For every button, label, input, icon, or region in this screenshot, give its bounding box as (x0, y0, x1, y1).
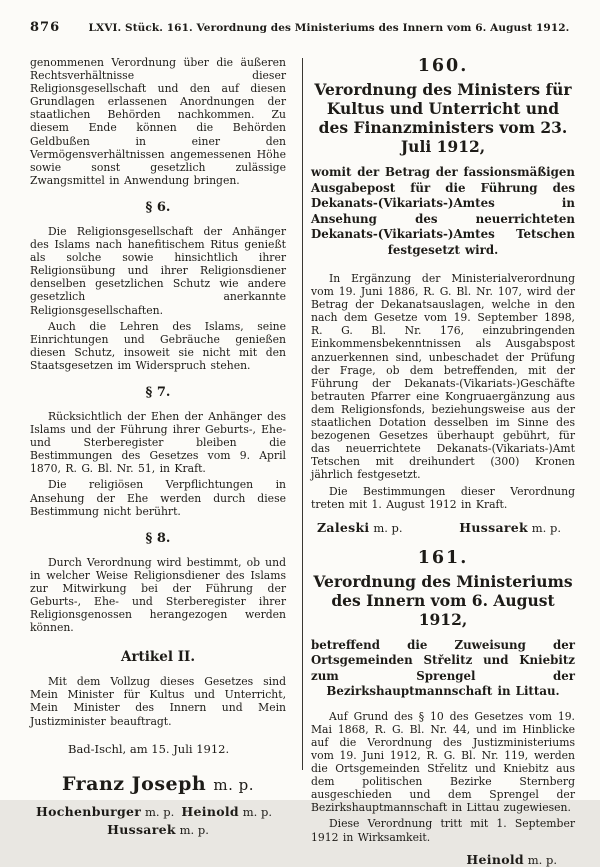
paragraph-s7-2: Die religiösen Verpflichtungen in Ansehung der Ehe werden durch diese Bestimmung nicht berührt. (30, 478, 286, 518)
column-divider-rule (302, 58, 303, 770)
signature-name: Heinold (181, 803, 239, 819)
signature-emperor-name: Franz Joseph (61, 772, 207, 795)
paragraph-art2: Mit dem Vollzug dieses Gesetzes sind Mein Minister für Kultus und Unterricht, Mein Minister des Innern und Mein Justizminister beauftragt. (30, 675, 286, 728)
signature-suffix: m. p. (179, 822, 209, 837)
signature-name: Heinold (466, 851, 524, 867)
signature-emperor-suffix: m. p. (213, 775, 254, 794)
paragraph-161-1: Auf Grund des § 10 des Gesetzes vom 19. Mai 1868, R. G. Bl. Nr. 44, und im Hinblicke auf die Verordnung des Justizministeriums vom 19. Juni 1912, R. G. Bl. Nr. 119, werden die Ortsgemeinden Střelitz und Kniebitz aus dem politischen Bezirke Sternberg ausgeschieden und dem Sprengel der Bezirkshauptmannschaft in Littau zugewiesen. (311, 709, 575, 815)
signature-row (30, 804, 286, 819)
decree-number-160: 160. (417, 56, 469, 76)
dateline: Bad-Ischl, am 15. Juli 1912. (68, 741, 230, 756)
signature-name: Hussarek (459, 519, 528, 535)
decree-number-161: 161. (417, 547, 469, 568)
signature-emperor (30, 773, 286, 795)
paragraph-160-2: Die Bestimmungen dieser Verordnung treten mit 1. August 1912 in Kraft. (311, 484, 575, 511)
signature-name: Hochenburger (36, 803, 142, 819)
page-header (30, 20, 585, 42)
decree-161-title: Verordnung des Ministeriums des Innern vom 6. August 1912, (313, 571, 573, 629)
signature-hussarek-left (30, 822, 286, 837)
page-number: 876 (30, 20, 61, 35)
signature-row-160 (311, 520, 575, 535)
section-heading-7: § 7. (145, 384, 171, 400)
signature-zaleski (317, 520, 403, 535)
signature-hochenburger (36, 804, 174, 819)
paragraph-s8-1: Durch Verordnung wird bestimmt, ob und in welcher Weise Religionsdiener des Islams zur Mitwirkung bei der Führung der Geburts-, Ehe- und Sterberegister ihrer Religionsgenossen herangezogen werden können. (30, 555, 286, 635)
signature-suffix: m. p. (242, 804, 272, 819)
right-column (294, 56, 575, 867)
signature-name: Zaleski (317, 519, 370, 535)
two-column-body (30, 56, 585, 867)
left-column (30, 56, 294, 867)
section-heading-8: § 8. (145, 530, 171, 546)
paragraph-161-2: Diese Verordnung tritt mit 1. September 1912 in Wirksamkeit. (311, 817, 575, 844)
running-title: LXVI. Stück. 161. Verordnung des Ministeriums des Innern vom 6. August 1912. (88, 22, 570, 34)
paragraph-s7-1: Rücksichtlich der Ehen der Anhänger des Islams und der Führung ihrer Geburts-, Ehe- und Sterberegister bleiben die Bestimmungen des Gesetzes vom 9. April 1870, R. G. Bl. Nr. 51, in Kraft. (30, 409, 286, 476)
decree-160-title: Verordnung des Ministers für Kultus und Unterricht und des Finanzministers vom 23. Juli 1912, (314, 80, 572, 156)
signature-suffix: m. p. (373, 520, 403, 535)
signature-name: Hussarek (107, 821, 176, 837)
signature-suffix: m. p. (527, 852, 557, 867)
signature-heinold-161 (311, 852, 575, 867)
paragraph-160-1: In Ergänzung der Ministerialverordnung vom 19. Juni 1886, R. G. Bl. Nr. 107, wird der Betrag der Dekanatsauslagen, welche in den nach dem Gesetze vom 19. September 1898, R. G. Bl. Nr. 176, einzubringenden Einkommensbekenntnissen als Ausgabspost anzuerkennen sind, unbeschadet der Prüfung der Frage, ob dem betreffenden, mit der Führung der Dekanats-(Vikariats-)Geschäfte betrauten Pfarrer eine Kongruaergänzung aus dem Religionsfonds, beziehungsweise aus der staatlichen Dotation desselben im Sinne des bezogenen Gesetzes überhaupt gebührt, für das neuerrichtete Dekanats-(Vikariats-)Amt Tetschen mit dreihundert (300) Kronen jährlich festgesetzt. (311, 272, 575, 482)
signature-suffix: m. p. (145, 804, 175, 819)
paragraph-continuation: genommenen Verordnung über die äußeren Rechtsverhältnisse dieser Religionsgesellschaft und den auf diesen Grundlagen erlassenen Anordnungen der staatlichen Behörden nachkommen. Zu diesem Ende können die Behörden Geldbußen in einer den Vermögensverhältnissen angemessenen Höhe sowie sonst gesetzlich zulässige Zwangsmittel in Anwendung bringen. (30, 56, 286, 187)
section-heading-6: § 6. (145, 199, 171, 215)
article-ii-heading: Artikel II. (120, 649, 196, 666)
decree-160-subtitle: womit der Betrag der fassionsmäßigen Ausgabepost für die Führung des Dekanats-(Vikariats-)Amtes in Ansehung des neuerrichteten Dekanats-(Vikariats-)Amtes Tetschen festgesetzt wird. (311, 165, 575, 257)
paragraph-s6-1: Die Religionsgesellschaft der Anhänger des Islams nach hanefitischem Ritus genießt als solche sowie hinsichtlich ihrer Religionsübung und ihrer Religionsdiener denselben gesetzlichen Schutz wie andere gesetzlich anerkannte Religionsgesellschaften. (30, 224, 286, 317)
signature-hussarek-right (459, 520, 561, 535)
decree-161-subtitle: betreffend die Zuweisung der Ortsgemeinden Střelitz und Kniebitz zum Sprengel der Bezirkshauptmannschaft in Littau. (311, 637, 575, 699)
paragraph-s6-2: Auch die Lehren des Islams, seine Einrichtungen und Gebräuche genießen diesen Schutz, insoweit sie nicht mit den Staatsgesetzen im Widerspruch stehen. (30, 319, 286, 372)
signature-suffix: m. p. (531, 520, 561, 535)
signature-heinold-left (181, 804, 272, 819)
